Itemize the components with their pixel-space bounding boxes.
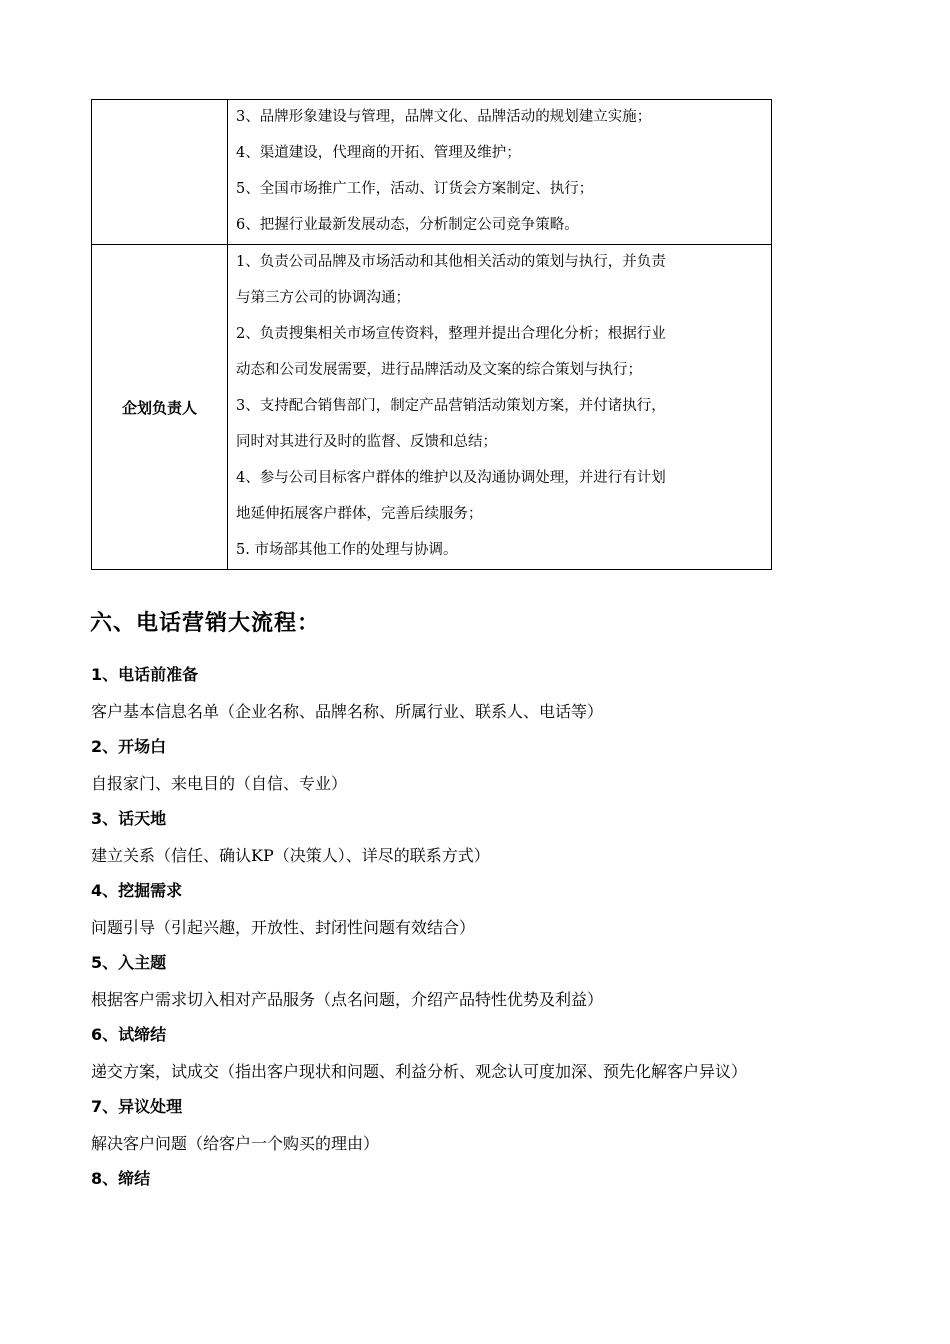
- duty-line: 4、参与公司目标客户群体的维护以及沟通协调处理，并进行有计划: [236, 470, 666, 486]
- step-title: 8、缔结: [91, 1169, 151, 1188]
- duty-line: 5. 市场部其他工作的处理与协调。: [236, 542, 458, 558]
- step-title: 7、异议处理: [91, 1097, 183, 1116]
- section-heading: 六、电话营销大流程：: [90, 611, 321, 636]
- step-description: 解决客户问题（给客户一个购买的理由）: [91, 1134, 380, 1153]
- step-title: 6、试缔结: [91, 1025, 167, 1044]
- step-description: 自报家门、来电目的（自信、专业）: [91, 774, 348, 793]
- duty-line: 与第三方公司的协调沟通；: [236, 290, 410, 306]
- step-description: 问题引导（引起兴趣，开放性、封闭性问题有效结合）: [91, 918, 476, 937]
- duty-line: 2、负责搜集相关市场宣传资料，整理并提出合理化分析；根据行业: [236, 326, 666, 342]
- step-description: 建立关系（信任、确认KP（决策人）、详尽的联系方式）: [91, 846, 490, 865]
- duty-line: 同时对其进行及时的监督、反馈和总结；: [236, 434, 497, 450]
- duties-cell: [228, 100, 772, 245]
- duty-line: 4、渠道建设，代理商的开拓、管理及维护；: [236, 145, 521, 161]
- duty-line: 3、品牌形象建设与管理，品牌文化、品牌活动的规划建立实施；: [236, 109, 652, 125]
- duty-line: 地延伸拓展客户群体，完善后续服务；: [236, 506, 483, 522]
- duty-line: 3、支持配合销售部门，制定产品营销活动策划方案，并付诸执行，: [236, 398, 666, 414]
- responsibility-table: [91, 99, 772, 570]
- duty-line: 1、负责公司品牌及市场活动和其他相关活动的策划与执行，并负责: [236, 254, 666, 270]
- step-title: 4、挖掘需求: [91, 881, 183, 900]
- process-steps: [91, 658, 871, 1198]
- table-row: [92, 100, 772, 245]
- step-title: 5、入主题: [91, 953, 167, 972]
- step-description: 客户基本信息名单（企业名称、品牌名称、所属行业、联系人、电话等）: [91, 702, 604, 721]
- role-cell: 企划负责人: [92, 245, 228, 570]
- step-title: 2、开场白: [91, 737, 167, 756]
- duty-line: 5、全国市场推广工作，活动、订货会方案制定、执行；: [236, 181, 594, 197]
- step-title: 3、话天地: [91, 809, 167, 828]
- duties-cell: [228, 245, 772, 570]
- step-description: 递交方案，试成交（指出客户现状和问题、利益分析、观念认可度加深、预先化解客户异议）: [91, 1062, 748, 1081]
- step-title: 1、电话前准备: [91, 665, 199, 684]
- table-row: [92, 245, 772, 570]
- role-cell: [92, 100, 228, 245]
- duty-line: 动态和公司发展需要，进行品牌活动及文案的综合策划与执行；: [236, 362, 642, 378]
- duty-line: 6、把握行业最新发展动态，分析制定公司竞争策略。: [236, 217, 579, 233]
- step-description: 根据客户需求切入相对产品服务（点名问题，介绍产品特性优势及利益）: [91, 990, 604, 1009]
